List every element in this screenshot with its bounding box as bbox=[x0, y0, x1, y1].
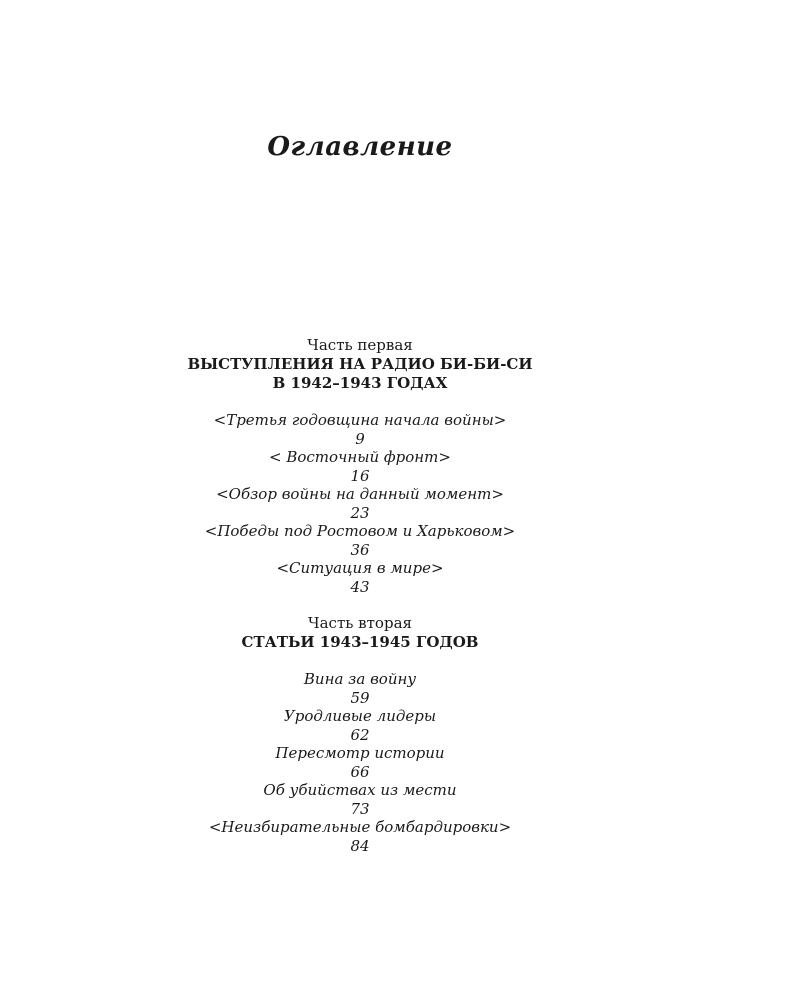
toc-entries bbox=[0, 411, 720, 596]
part-heading bbox=[0, 633, 720, 652]
toc-entry-title: Уродливые лидеры bbox=[283, 707, 437, 725]
part-heading-line: СТАТЬИ 1943–1945 ГОДОВ bbox=[241, 633, 479, 651]
toc-entry-page: 66 bbox=[350, 762, 370, 781]
toc-entry-title: Пересмотр истории bbox=[275, 744, 445, 762]
toc-entry[interactable] bbox=[0, 781, 720, 818]
part-label: Часть первая bbox=[307, 336, 413, 354]
toc-entry-page: 16 bbox=[350, 466, 370, 485]
toc-entries bbox=[0, 670, 720, 855]
toc-entry-title: <Ситуация в мире> bbox=[276, 559, 444, 577]
toc-entry[interactable] bbox=[0, 411, 720, 448]
toc-entry-title: Об убийствах из мести bbox=[263, 781, 457, 799]
toc-entry-page: 84 bbox=[350, 836, 370, 855]
toc-entry-page: 62 bbox=[350, 725, 370, 744]
part-label: Часть вторая bbox=[308, 614, 412, 632]
toc-entry-page: 43 bbox=[350, 577, 370, 596]
toc-entry-title: Вина за войну bbox=[303, 670, 417, 688]
toc-entry-title: <Обзор войны на данный момент> bbox=[216, 485, 504, 503]
toc-entry[interactable] bbox=[0, 707, 720, 744]
toc-entry-page: 73 bbox=[350, 799, 370, 818]
toc-entry[interactable] bbox=[0, 744, 720, 781]
table-of-contents bbox=[0, 336, 720, 855]
part-one bbox=[0, 336, 720, 596]
toc-entry[interactable] bbox=[0, 818, 720, 855]
toc-entry-page: 36 bbox=[350, 540, 370, 559]
toc-entry-page: 9 bbox=[355, 429, 365, 448]
toc-entry-title: < Восточный фронт> bbox=[269, 448, 451, 466]
toc-entry-title: <Третья годовщина начала войны> bbox=[213, 411, 507, 429]
toc-entry[interactable] bbox=[0, 448, 720, 485]
part-heading-line: ВЫСТУПЛЕНИЯ НА РАДИО БИ-БИ-СИ bbox=[187, 355, 533, 373]
toc-entry[interactable] bbox=[0, 522, 720, 559]
toc-entry-page: 59 bbox=[350, 688, 370, 707]
part-two bbox=[0, 614, 720, 855]
part-heading bbox=[0, 355, 720, 393]
part-heading-line: В 1942–1943 ГОДАХ bbox=[272, 374, 448, 392]
toc-entry-title: <Неизбирательные бомбардировки> bbox=[208, 818, 512, 836]
toc-entry-title: <Победы под Ростовом и Харьковом> bbox=[204, 522, 516, 540]
page-title: Оглавление bbox=[267, 132, 453, 163]
toc-entry-page: 23 bbox=[350, 503, 370, 522]
toc-entry[interactable] bbox=[0, 485, 720, 522]
toc-entry[interactable] bbox=[0, 559, 720, 596]
toc-entry[interactable] bbox=[0, 670, 720, 707]
